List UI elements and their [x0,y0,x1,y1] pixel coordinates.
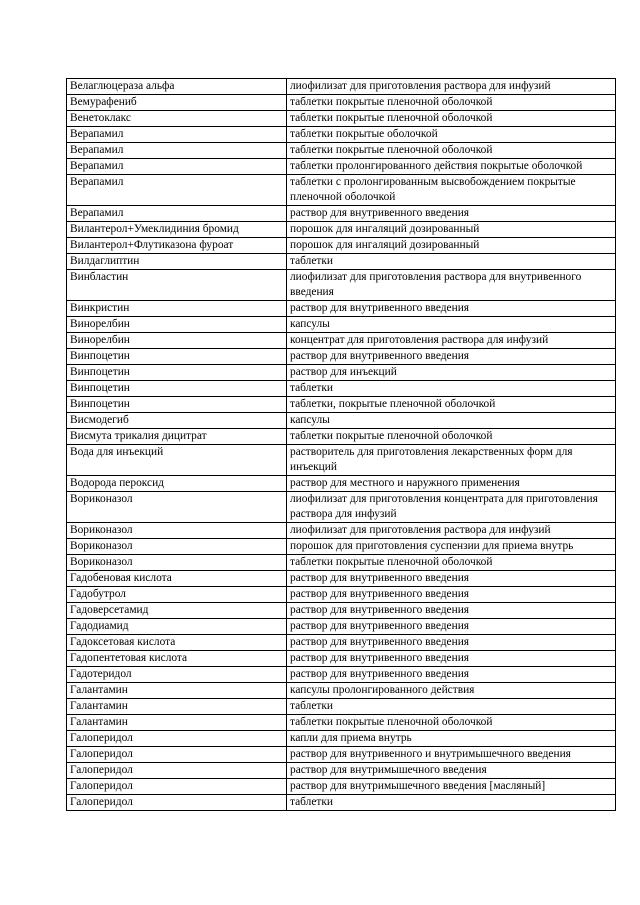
table-row [67,539,616,555]
dosage-form-cell: раствор для внутривенного введения [287,603,616,619]
table-row [67,254,616,270]
table-row [67,699,616,715]
dosage-form-cell: порошок для приготовления суспензии для приема внутрь [287,539,616,555]
drug-name-cell: Вилдаглиптин [67,254,287,270]
table-row [67,555,616,571]
drug-name-cell: Гадопентетовая кислота [67,651,287,667]
drug-name-cell: Галоперидол [67,731,287,747]
table-row [67,747,616,763]
drug-name-cell: Винпоцетин [67,349,287,365]
dosage-form-cell: раствор для внутривенного введения [287,651,616,667]
drug-name-cell: Гадотеридол [67,667,287,683]
dosage-form-cell: таблетки покрытые пленочной оболочкой [287,95,616,111]
dosage-form-cell: таблетки [287,699,616,715]
dosage-form-cell: капсулы [287,317,616,333]
drug-name-cell: Гадобутрол [67,587,287,603]
drug-name-cell: Верапамил [67,127,287,143]
table-row [67,413,616,429]
drug-name-cell: Вемурафениб [67,95,287,111]
drug-name-cell: Галоперидол [67,779,287,795]
table-row [67,571,616,587]
drug-table [66,78,616,811]
drug-name-cell: Галантамин [67,715,287,731]
table-row [67,476,616,492]
table-row [67,111,616,127]
table-row [67,397,616,413]
drug-name-cell: Галантамин [67,699,287,715]
dosage-form-cell: лиофилизат для приготовления раствора для внутривенного введения [287,270,616,301]
drug-name-cell: Галоперидол [67,795,287,811]
table-row [67,779,616,795]
table-row [67,635,616,651]
table-row [67,159,616,175]
table-row [67,175,616,206]
table-row [67,603,616,619]
table-row [67,365,616,381]
dosage-form-cell: раствор для внутривенного введения [287,619,616,635]
table-row [67,523,616,539]
drug-name-cell: Гадоксетовая кислота [67,635,287,651]
dosage-form-cell: таблетки с пролонгированным высвобождением покрытые пленочной оболочкой [287,175,616,206]
table-row [67,429,616,445]
dosage-form-cell: раствор для внутривенного введения [287,571,616,587]
dosage-form-cell: капсулы [287,413,616,429]
dosage-form-cell: таблетки [287,254,616,270]
table-row [67,445,616,476]
table-row [67,795,616,811]
table-row [67,683,616,699]
dosage-form-cell: раствор для инъекций [287,365,616,381]
table-row [67,349,616,365]
dosage-form-cell: таблетки [287,381,616,397]
drug-name-cell: Верапамил [67,206,287,222]
dosage-form-cell: таблетки пролонгированного действия покрытые оболочкой [287,159,616,175]
drug-name-cell: Верапамил [67,159,287,175]
drug-name-cell: Вилантерол+Флутиказона фуроат [67,238,287,254]
table-row [67,270,616,301]
drug-name-cell: Галоперидол [67,747,287,763]
table-row [67,763,616,779]
drug-name-cell: Винпоцетин [67,365,287,381]
dosage-form-cell: лиофилизат для приготовления концентрата для приготовления раствора для инфузий [287,492,616,523]
drug-name-cell: Вилантерол+Умеклидиния бромид [67,222,287,238]
drug-name-cell: Верапамил [67,175,287,206]
table-row [67,222,616,238]
dosage-form-cell: раствор для местного и наружного применения [287,476,616,492]
drug-name-cell: Вориконазол [67,555,287,571]
dosage-form-cell: раствор для внутривенного и внутримышечного введения [287,747,616,763]
dosage-form-cell: капли для приема внутрь [287,731,616,747]
dosage-form-cell: раствор для внутримышечного введения [287,763,616,779]
dosage-form-cell: таблетки покрытые оболочкой [287,127,616,143]
table-row [67,333,616,349]
dosage-form-cell: раствор для внутривенного введения [287,667,616,683]
dosage-form-cell: раствор для внутримышечного введения [масляный] [287,779,616,795]
drug-name-cell: Гадобеновая кислота [67,571,287,587]
drug-name-cell: Галантамин [67,683,287,699]
drug-name-cell: Висмодегиб [67,413,287,429]
dosage-form-cell: порошок для ингаляций дозированный [287,238,616,254]
drug-name-cell: Вориконазол [67,523,287,539]
drug-name-cell: Велаглюцераза альфа [67,79,287,95]
dosage-form-cell: лиофилизат для приготовления раствора для инфузий [287,523,616,539]
table-row [67,79,616,95]
drug-name-cell: Гадоверсетамид [67,603,287,619]
drug-name-cell: Вориконазол [67,492,287,523]
table-row [67,317,616,333]
table-row [67,715,616,731]
table-row [67,95,616,111]
table-row [67,667,616,683]
table-row [67,651,616,667]
drug-name-cell: Вориконазол [67,539,287,555]
table-row [67,619,616,635]
dosage-form-cell: раствор для внутривенного введения [287,206,616,222]
dosage-form-cell: таблетки, покрытые пленочной оболочкой [287,397,616,413]
dosage-form-cell: порошок для ингаляций дозированный [287,222,616,238]
table-row [67,238,616,254]
dosage-form-cell: таблетки покрытые пленочной оболочкой [287,555,616,571]
table-row [67,206,616,222]
drug-name-cell: Винкристин [67,301,287,317]
dosage-form-cell: лиофилизат для приготовления раствора для инфузий [287,79,616,95]
table-row [67,492,616,523]
dosage-form-cell: капсулы пролонгированного действия [287,683,616,699]
dosage-form-cell: раствор для внутривенного введения [287,349,616,365]
table-row [67,731,616,747]
drug-name-cell: Вода для инъекций [67,445,287,476]
dosage-form-cell: концентрат для приготовления раствора для инфузий [287,333,616,349]
drug-name-cell: Винпоцетин [67,397,287,413]
dosage-form-cell: таблетки покрытые пленочной оболочкой [287,143,616,159]
table-row [67,127,616,143]
dosage-form-cell: таблетки [287,795,616,811]
table-row [67,143,616,159]
dosage-form-cell: растворитель для приготовления лекарственных форм для инъекций [287,445,616,476]
dosage-form-cell: таблетки покрытые пленочной оболочкой [287,111,616,127]
table-row [67,301,616,317]
drug-name-cell: Галоперидол [67,763,287,779]
drug-name-cell: Водорода пероксид [67,476,287,492]
drug-name-cell: Гадодиамид [67,619,287,635]
dosage-form-cell: таблетки покрытые пленочной оболочкой [287,429,616,445]
drug-name-cell: Висмута трикалия дицитрат [67,429,287,445]
table-row [67,381,616,397]
dosage-form-cell: раствор для внутривенного введения [287,587,616,603]
drug-name-cell: Верапамил [67,143,287,159]
dosage-form-cell: раствор для внутривенного введения [287,635,616,651]
drug-name-cell: Венетоклакс [67,111,287,127]
drug-name-cell: Винорелбин [67,317,287,333]
drug-name-cell: Винбластин [67,270,287,301]
dosage-form-cell: таблетки покрытые пленочной оболочкой [287,715,616,731]
dosage-form-cell: раствор для внутривенного введения [287,301,616,317]
table-row [67,587,616,603]
drug-name-cell: Винпоцетин [67,381,287,397]
drug-name-cell: Винорелбин [67,333,287,349]
drug-table-body [67,79,616,811]
